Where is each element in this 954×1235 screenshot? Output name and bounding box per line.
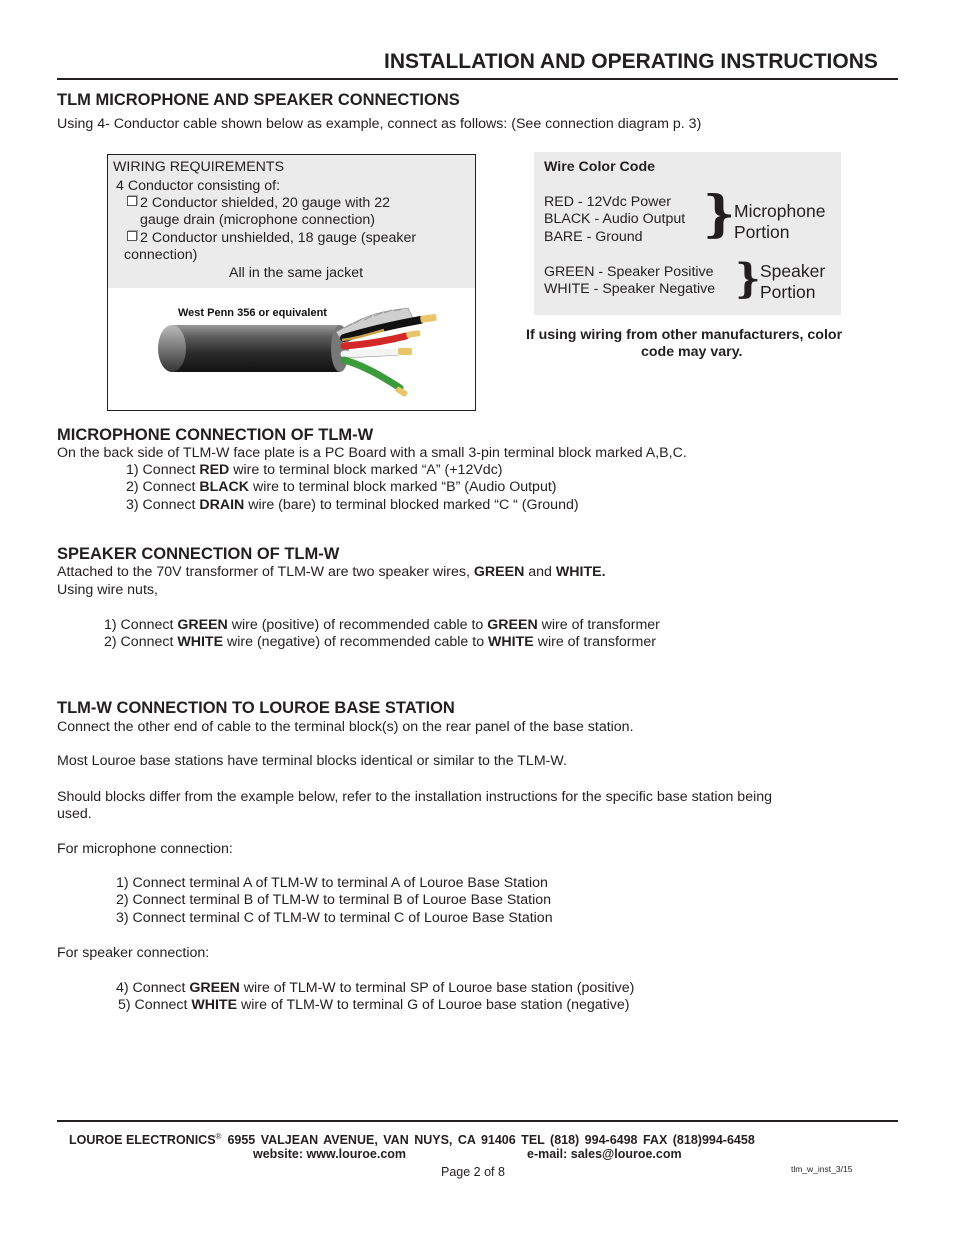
section-title-connections: TLM MICROPHONE AND SPEAKER CONNECTIONS xyxy=(57,91,460,109)
company-name: LOUROE ELECTRONICS xyxy=(69,1133,216,1148)
registered-mark: ® xyxy=(215,1132,222,1141)
company-address: 6955 VALJEAN AVENUE, VAN NUYS, CA 91406 TEL (818) 994-6498 FAX (818)994-6458 xyxy=(227,1133,755,1148)
speaker-intro: Attached to the 70V transformer of TLM-W are two speaker wires, GREEN and WHITE. xyxy=(57,564,606,580)
page-title: INSTALLATION AND OPERATING INSTRUCTIONS xyxy=(384,50,878,73)
wiring-item-2: 2 Conductor unshielded, 18 gauge (speaker xyxy=(127,230,416,247)
speaker-step-2: 2) Connect WHITE wire (negative) of recommended cable to WHITE wire of transformer xyxy=(104,634,656,650)
wiring-conductor: 4 Conductor consisting of: xyxy=(116,178,281,194)
cable-label: West Penn 356 or equivalent xyxy=(178,307,327,319)
header-rule xyxy=(57,78,898,80)
base-station-spk-step-5: 5) Connect WHITE wire of TLM-W to terminal G of Louroe base station (negative) xyxy=(118,997,630,1013)
color-code-black: BLACK - Audio Output xyxy=(544,211,686,227)
base-station-p3-line-2: used. xyxy=(57,806,92,822)
base-station-p1: Connect the other end of cable to the terminal block(s) on the rear panel of the base station. xyxy=(57,719,634,735)
section-title-speaker: SPEAKER CONNECTION OF TLM-W xyxy=(57,545,340,563)
microphone-portion-label-2: Portion xyxy=(734,222,790,242)
base-station-mic-step-3: 3) Connect terminal C of TLM-W to terminal C of Louroe Base Station xyxy=(116,910,553,926)
color-code-note-line-2: code may vary. xyxy=(641,344,743,360)
section-title-microphone: MICROPHONE CONNECTION OF TLM-W xyxy=(57,426,374,444)
speaker-portion-label-1: Speaker xyxy=(760,261,826,281)
footer-website[interactable]: website: www.louroe.com xyxy=(253,1147,407,1161)
footer-rule xyxy=(57,1120,898,1122)
color-code-title: Wire Color Code xyxy=(544,159,656,175)
speaker-portion-label-2: Portion xyxy=(760,282,816,302)
wiring-heading: WIRING REQUIREMENTS xyxy=(113,159,285,175)
page-number: Page 2 of 8 xyxy=(441,1165,505,1179)
color-code-note-line-1: If using wiring from other manufacturers, color xyxy=(526,327,843,343)
base-station-spk-step-4: 4) Connect GREEN wire of TLM-W to terminal SP of Louroe base station (positive) xyxy=(116,980,635,996)
color-code-bare: BARE - Ground xyxy=(544,229,643,245)
base-station-spk-label: For speaker connection: xyxy=(57,945,210,961)
wiring-requirements-box xyxy=(107,154,476,411)
base-station-p3-line-1: Should blocks differ from the example below, refer to the installation instructions for the specific base station being xyxy=(57,789,773,805)
microphone-step-1: 1) Connect RED wire to terminal block marked “A” (+12Vdc) xyxy=(126,462,503,478)
wiring-item-2-cont: connection) xyxy=(124,247,198,263)
wiring-item-1-cont: gauge drain (microphone connection) xyxy=(140,212,376,228)
checkbox-bullet-icon xyxy=(127,231,137,241)
speaker-step-1: 1) Connect GREEN wire (positive) of recommended cable to GREEN wire of transformer xyxy=(104,617,660,633)
color-code-red: RED - 12Vdc Power xyxy=(544,194,671,210)
document-code: tlm_w_inst_3/15 xyxy=(791,1164,853,1174)
speaker-brace-icon: } xyxy=(735,255,761,302)
color-code-white: WHITE - Speaker Negative xyxy=(544,281,716,297)
base-station-mic-step-2: 2) Connect terminal B of TLM-W to terminal B of Louroe Base Station xyxy=(116,892,552,908)
section-title-base-station: TLM-W CONNECTION TO LOUROE BASE STATION xyxy=(57,699,455,717)
footer-company-line xyxy=(69,1132,755,1147)
speaker-using-wire-nuts: Using wire nuts, xyxy=(57,582,158,598)
base-station-p2: Most Louroe base stations have terminal blocks identical or similar to the TLM-W. xyxy=(57,753,567,769)
base-station-mic-step-1: 1) Connect terminal A of TLM-W to terminal A of Louroe Base Station xyxy=(116,875,548,891)
cable-illustration xyxy=(108,288,475,409)
microphone-portion-label-1: Microphone xyxy=(734,201,826,221)
footer-email[interactable]: e-mail: sales@louroe.com xyxy=(527,1147,682,1161)
microphone-step-2: 2) Connect BLACK wire to terminal block marked “B” (Audio Output) xyxy=(126,479,557,495)
checkbox-bullet-icon xyxy=(127,196,137,206)
wire-color-code-box xyxy=(534,152,841,315)
wiring-item-1: 2 Conductor shielded, 20 gauge with 22 xyxy=(127,195,390,212)
microphone-brace-icon: } xyxy=(703,184,736,243)
section-intro-connections: Using 4- Conductor cable shown below as example, connect as follows: (See connection diagram p. 3) xyxy=(57,116,702,132)
microphone-intro: On the back side of TLM-W face plate is a PC Board with a small 3-pin terminal block marked A,B,C. xyxy=(57,445,687,461)
wiring-requirements-panel xyxy=(108,155,475,288)
microphone-step-3: 3) Connect DRAIN wire (bare) to terminal blocked marked “C “ (Ground) xyxy=(126,497,579,513)
color-code-green: GREEN - Speaker Positive xyxy=(544,264,714,280)
wiring-jacket: All in the same jacket xyxy=(229,265,364,281)
base-station-mic-label: For microphone connection: xyxy=(57,841,233,857)
